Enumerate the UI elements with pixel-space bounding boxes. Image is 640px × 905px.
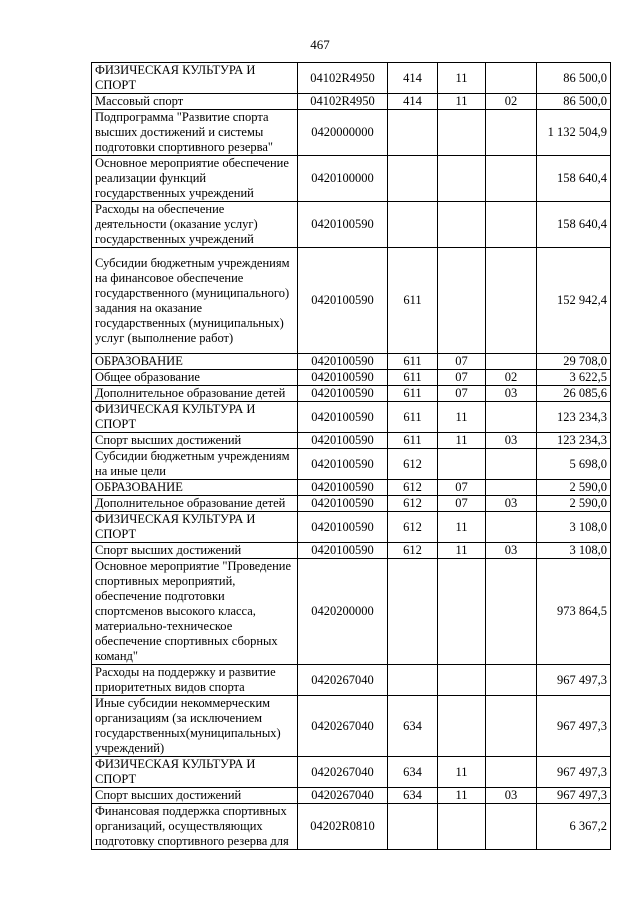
row-code: 0420100000 <box>298 156 388 202</box>
row-sum: 967 497,3 <box>537 665 611 696</box>
table-row <box>92 156 611 202</box>
row-expense-type <box>388 665 438 696</box>
row-code: 0420000000 <box>298 110 388 156</box>
row-section <box>438 804 486 850</box>
row-subsection <box>486 248 537 354</box>
row-name: ОБРАЗОВАНИЕ <box>92 354 298 370</box>
row-name: Массовый спорт <box>92 94 298 110</box>
row-section: 11 <box>438 512 486 543</box>
row-sum: 3 108,0 <box>537 543 611 559</box>
row-name: Иные субсидии некоммерческим организациям (за исключением государственных(муниципальных) учреждений) <box>92 696 298 757</box>
row-name: ФИЗИЧЕСКАЯ КУЛЬТУРА И СПОРТ <box>92 757 298 788</box>
table-row <box>92 449 611 480</box>
row-name: Дополнительное образование детей <box>92 496 298 512</box>
table-row <box>92 512 611 543</box>
row-name: Общее образование <box>92 370 298 386</box>
row-section: 07 <box>438 496 486 512</box>
table-row <box>92 94 611 110</box>
row-subsection <box>486 696 537 757</box>
row-sum: 86 500,0 <box>537 94 611 110</box>
row-subsection: 02 <box>486 370 537 386</box>
row-section <box>438 665 486 696</box>
row-name: Расходы на поддержку и развитие приоритетных видов спорта <box>92 665 298 696</box>
row-sum: 973 864,5 <box>537 559 611 665</box>
row-section: 07 <box>438 370 486 386</box>
row-subsection <box>486 559 537 665</box>
table-row <box>92 480 611 496</box>
row-expense-type: 634 <box>388 696 438 757</box>
page-number: 467 <box>310 37 330 52</box>
row-name: Подпрограмма "Развитие спорта высших достижений и системы подготовки спортивного резерва" <box>92 110 298 156</box>
row-name: ФИЗИЧЕСКАЯ КУЛЬТУРА И СПОРТ <box>92 402 298 433</box>
row-expense-type: 611 <box>388 386 438 402</box>
table-row <box>92 354 611 370</box>
row-code: 0420100590 <box>298 370 388 386</box>
row-section: 11 <box>438 402 486 433</box>
row-subsection: 02 <box>486 94 537 110</box>
row-sum: 6 367,2 <box>537 804 611 850</box>
table-row <box>92 202 611 248</box>
row-name: Субсидии бюджетным учреждениям на финансовое обеспечение государственного (муниципального) задания на оказание государственных (муниципальных) услуг (выполнение работ) <box>92 248 298 354</box>
row-name: ФИЗИЧЕСКАЯ КУЛЬТУРА И СПОРТ <box>92 63 298 94</box>
table-row <box>92 402 611 433</box>
row-sum: 5 698,0 <box>537 449 611 480</box>
row-subsection <box>486 63 537 94</box>
row-name: Субсидии бюджетным учреждениям на иные цели <box>92 449 298 480</box>
row-subsection <box>486 665 537 696</box>
row-expense-type: 634 <box>388 757 438 788</box>
row-expense-type <box>388 804 438 850</box>
row-code: 0420267040 <box>298 788 388 804</box>
row-expense-type: 612 <box>388 543 438 559</box>
table-row <box>92 788 611 804</box>
table-row <box>92 496 611 512</box>
row-section <box>438 449 486 480</box>
table-row <box>92 696 611 757</box>
row-name: Расходы на обеспечение деятельности (оказание услуг) государственных учреждений <box>92 202 298 248</box>
row-expense-type <box>388 156 438 202</box>
row-expense-type: 612 <box>388 480 438 496</box>
row-sum: 967 497,3 <box>537 788 611 804</box>
row-sum: 2 590,0 <box>537 480 611 496</box>
row-sum: 86 500,0 <box>537 63 611 94</box>
row-expense-type: 634 <box>388 788 438 804</box>
row-code: 0420100590 <box>298 433 388 449</box>
row-code: 0420100590 <box>298 354 388 370</box>
row-code: 0420200000 <box>298 559 388 665</box>
row-code: 0420100590 <box>298 449 388 480</box>
row-section: 11 <box>438 63 486 94</box>
row-section: 11 <box>438 94 486 110</box>
row-name: Спорт высших достижений <box>92 433 298 449</box>
row-expense-type: 611 <box>388 402 438 433</box>
row-subsection: 03 <box>486 496 537 512</box>
row-subsection: 03 <box>486 543 537 559</box>
row-code: 04102R4950 <box>298 94 388 110</box>
row-section <box>438 156 486 202</box>
row-expense-type: 612 <box>388 449 438 480</box>
row-name: Финансовая поддержка спортивных организаций, осуществляющих подготовку спортивного резерва для <box>92 804 298 850</box>
row-section <box>438 202 486 248</box>
table-row <box>92 757 611 788</box>
row-code: 04102R4950 <box>298 63 388 94</box>
row-sum: 967 497,3 <box>537 696 611 757</box>
row-name: ФИЗИЧЕСКАЯ КУЛЬТУРА И СПОРТ <box>92 512 298 543</box>
row-subsection: 03 <box>486 386 537 402</box>
row-expense-type <box>388 559 438 665</box>
row-code: 0420100590 <box>298 202 388 248</box>
row-code: 0420100590 <box>298 480 388 496</box>
row-section <box>438 248 486 354</box>
table-row <box>92 559 611 665</box>
row-section: 07 <box>438 354 486 370</box>
row-sum: 967 497,3 <box>537 757 611 788</box>
table-row <box>92 110 611 156</box>
row-expense-type <box>388 110 438 156</box>
row-subsection <box>486 512 537 543</box>
row-code: 0420267040 <box>298 696 388 757</box>
row-expense-type: 414 <box>388 94 438 110</box>
row-expense-type: 414 <box>388 63 438 94</box>
row-section: 11 <box>438 788 486 804</box>
row-expense-type: 611 <box>388 248 438 354</box>
row-section <box>438 110 486 156</box>
row-expense-type: 611 <box>388 433 438 449</box>
row-sum: 152 942,4 <box>537 248 611 354</box>
row-code: 04202R0810 <box>298 804 388 850</box>
row-sum: 29 708,0 <box>537 354 611 370</box>
table-row <box>92 63 611 94</box>
table-row <box>92 370 611 386</box>
row-code: 0420267040 <box>298 757 388 788</box>
row-subsection: 03 <box>486 788 537 804</box>
table-row <box>92 804 611 850</box>
row-section: 11 <box>438 433 486 449</box>
table-row <box>92 433 611 449</box>
table-row <box>92 248 611 354</box>
row-expense-type: 611 <box>388 370 438 386</box>
row-expense-type: 612 <box>388 512 438 543</box>
row-section <box>438 559 486 665</box>
row-name: Спорт высших достижений <box>92 543 298 559</box>
row-code: 0420100590 <box>298 543 388 559</box>
row-section: 07 <box>438 386 486 402</box>
row-subsection <box>486 449 537 480</box>
row-sum: 123 234,3 <box>537 433 611 449</box>
row-subsection <box>486 156 537 202</box>
row-name: Основное мероприятие "Проведение спортивных мероприятий, обеспечение подготовки спортсменов высокого класса, материально-техническое обеспечение спортивных сборных команд" <box>92 559 298 665</box>
row-code: 0420100590 <box>298 496 388 512</box>
row-sum: 123 234,3 <box>537 402 611 433</box>
row-code: 0420100590 <box>298 248 388 354</box>
row-subsection <box>486 757 537 788</box>
row-expense-type: 612 <box>388 496 438 512</box>
row-section: 11 <box>438 757 486 788</box>
row-sum: 3 622,5 <box>537 370 611 386</box>
row-subsection <box>486 202 537 248</box>
row-subsection <box>486 804 537 850</box>
row-name: Спорт высших достижений <box>92 788 298 804</box>
row-subsection: 03 <box>486 433 537 449</box>
row-code: 0420100590 <box>298 386 388 402</box>
row-subsection <box>486 402 537 433</box>
budget-table-body <box>92 63 611 850</box>
row-sum: 26 085,6 <box>537 386 611 402</box>
row-sum: 158 640,4 <box>537 156 611 202</box>
row-sum: 1 132 504,9 <box>537 110 611 156</box>
row-section: 07 <box>438 480 486 496</box>
row-code: 0420267040 <box>298 665 388 696</box>
row-sum: 3 108,0 <box>537 512 611 543</box>
table-row <box>92 386 611 402</box>
row-name: Дополнительное образование детей <box>92 386 298 402</box>
row-code: 0420100590 <box>298 402 388 433</box>
table-row <box>92 543 611 559</box>
row-code: 0420100590 <box>298 512 388 543</box>
row-sum: 2 590,0 <box>537 496 611 512</box>
row-name: Основное мероприятие обеспечение реализации функций государственных учреждений <box>92 156 298 202</box>
row-section: 11 <box>438 543 486 559</box>
row-subsection <box>486 480 537 496</box>
row-section <box>438 696 486 757</box>
row-expense-type <box>388 202 438 248</box>
row-subsection <box>486 110 537 156</box>
budget-table <box>91 62 611 850</box>
row-sum: 158 640,4 <box>537 202 611 248</box>
row-expense-type: 611 <box>388 354 438 370</box>
table-row <box>92 665 611 696</box>
row-subsection <box>486 354 537 370</box>
row-name: ОБРАЗОВАНИЕ <box>92 480 298 496</box>
